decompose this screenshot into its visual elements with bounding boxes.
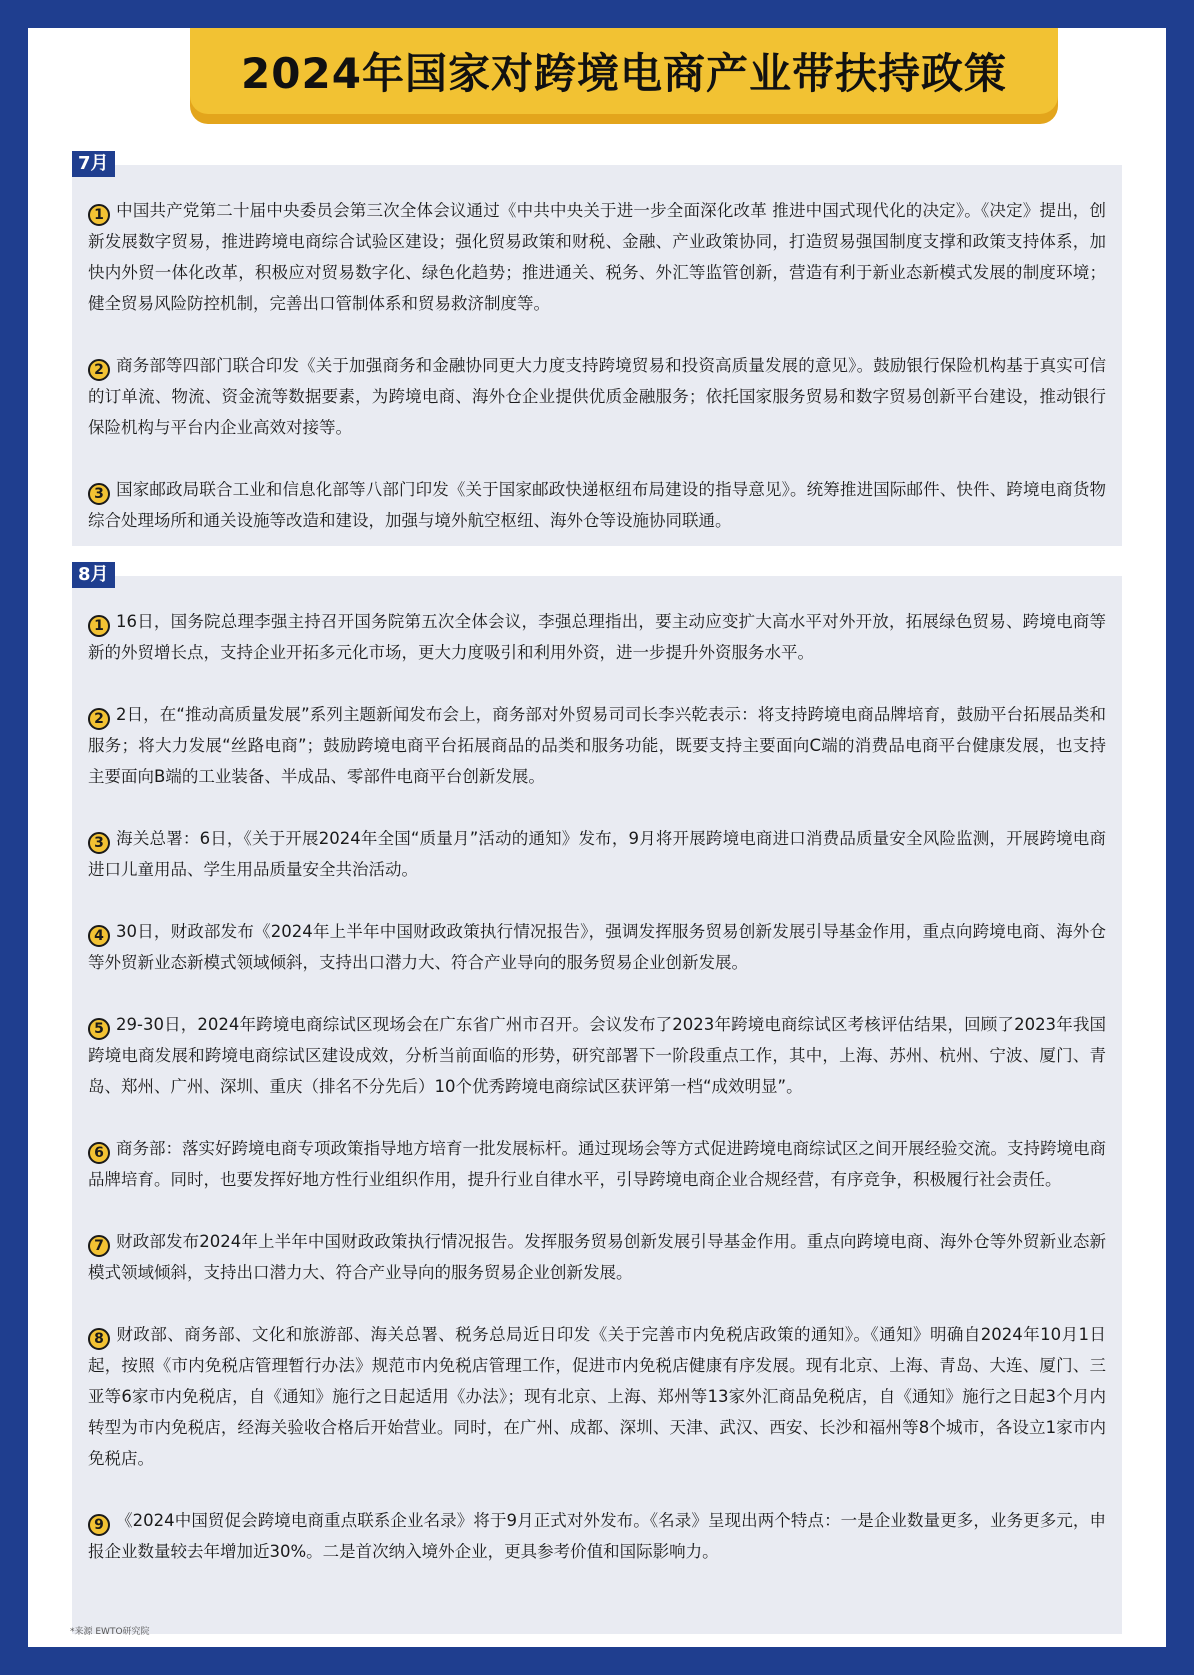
month-tag: 8月 [72, 562, 115, 588]
month-tag: 7月 [72, 151, 115, 177]
item-number-badge: 9 [88, 1514, 110, 1536]
list-item [88, 606, 1106, 668]
list-item [88, 195, 1106, 319]
item-number-badge: 1 [88, 204, 110, 226]
item-text: 《2024中国贸促会跨境电商重点联系企业名录》将于9月正式对外发布。《名录》呈现出两个特点：一是企业数量更多，业务更多元，申报企业数量较去年增加近30%。二是首次纳入境外企业，更具参考价值和国际影响力。 [88, 1511, 1106, 1561]
item-text: 中国共产党第二十届中央委员会第三次全体会议通过《中共中央关于进一步全面深化改革 推进中国式现代化的决定》。《决定》提出，创新发展数字贸易，推进跨境电商综合试验区建设；强化贸易政策和财税、金融、产业政策协同，打造贸易强国制度支撑和政策支持体系，加快内外贸一体化改革，积极应对贸易数字化、绿色化趋势；推进通关、税务、外汇等监管创新，营造有利于新业态新模式发展的制度环境；健全贸易风险防控机制，完善出口管制体系和贸易救济制度等。 [88, 201, 1106, 313]
title-banner [190, 28, 1058, 114]
item-text: 海关总署：6日，《关于开展2024年全国“质量月”活动的通知》发布，9月将开展跨境电商进口消费品质量安全风险监测，开展跨境电商进口儿童用品、学生用品质量安全共治活动。 [88, 829, 1106, 879]
item-text: 国家邮政局联合工业和信息化部等八部门印发《关于国家邮政快递枢纽布局建设的指导意见》。统筹推进国际邮件、快件、跨境电商货物综合处理场所和通关设施等改造和建设，加强与境外航空枢纽、海外仓等设施协同联通。 [88, 480, 1106, 530]
item-number-badge: 3 [88, 483, 110, 505]
item-text: 2日，在“推动高质量发展”系列主题新闻发布会上，商务部对外贸易司司长李兴乾表示：将支持跨境电商品牌培育，鼓励平台拓展品类和服务；将大力发展“丝路电商”；鼓励跨境电商平台拓展商品的品类和服务功能，既要支持主要面向C端的消费品电商平台健康发展，也支持主要面向B端的工业装备、半成品、零部件电商平台创新发展。 [88, 705, 1106, 786]
list-item [88, 1009, 1106, 1102]
item-number-badge: 8 [88, 1328, 110, 1350]
section-august [72, 564, 1122, 1634]
item-text: 16日，国务院总理李强主持召开国务院第五次全体会议，李强总理指出，要主动应变扩大高水平对外开放，拓展绿色贸易、跨境电商等新的外贸增长点，支持企业开拓多元化市场，更大力度吸引和利用外资，进一步提升外资服务水平。 [88, 612, 1106, 662]
list-item [88, 823, 1106, 885]
item-number-badge: 6 [88, 1142, 110, 1164]
item-text: 30日，财政部发布《2024年上半年中国财政政策执行情况报告》，强调发挥服务贸易创新发展引导基金作用，重点向跨境电商、海外仓等外贸新业态新模式领域倾斜，支持出口潜力大、符合产业导向的服务贸易企业创新发展。 [88, 922, 1106, 972]
item-number-badge: 3 [88, 832, 110, 854]
list-item [88, 916, 1106, 978]
item-number-badge: 7 [88, 1235, 110, 1257]
list-item [88, 1226, 1106, 1288]
page-title: 2024年国家对跨境电商产业带扶持政策 [241, 49, 1007, 98]
item-number-badge: 4 [88, 925, 110, 947]
section-july [72, 153, 1122, 546]
source-note: *来源 EWTO研究院 [70, 1627, 150, 1637]
item-number-badge: 5 [88, 1018, 110, 1040]
list-item [88, 699, 1106, 792]
list-item [88, 474, 1106, 536]
list-item [88, 1505, 1106, 1567]
item-text: 29-30日，2024年跨境电商综试区现场会在广东省广州市召开。会议发布了2023年跨境电商综试区考核评估结果，回顾了2023年我国跨境电商发展和跨境电商综试区建设成效，分析当前面临的形势，研究部署下一阶段重点工作，其中，上海、苏州、杭州、宁波、厦门、青岛、郑州、广州、深圳、重庆（排名不分先后）10个优秀跨境电商综试区获评第一档“成效明显”。 [88, 1015, 1106, 1096]
item-number-badge: 2 [88, 359, 110, 381]
list-item [88, 350, 1106, 443]
item-number-badge: 2 [88, 708, 110, 730]
item-text: 财政部发布2024年上半年中国财政政策执行情况报告。发挥服务贸易创新发展引导基金作用。重点向跨境电商、海外仓等外贸新业态新模式领域倾斜，支持出口潜力大、符合产业导向的服务贸易企业创新发展。 [88, 1232, 1106, 1282]
list-item [88, 1319, 1106, 1474]
list-item [88, 1133, 1106, 1195]
item-text: 商务部等四部门联合印发《关于加强商务和金融协同更大力度支持跨境贸易和投资高质量发展的意见》。鼓励银行保险机构基于真实可信的订单流、物流、资金流等数据要素，为跨境电商、海外仓企业提供优质金融服务；依托国家服务贸易和数字贸易创新平台建设，推动银行保险机构与平台内企业高效对接等。 [88, 356, 1106, 437]
item-text: 商务部：落实好跨境电商专项政策指导地方培育一批发展标杆。通过现场会等方式促进跨境电商综试区之间开展经验交流。支持跨境电商品牌培育。同时，也要发挥好地方性行业组织作用，提升行业自律水平，引导跨境电商企业合规经营，有序竞争，积极履行社会责任。 [88, 1139, 1106, 1189]
item-text: 财政部、商务部、文化和旅游部、海关总署、税务总局近日印发《关于完善市内免税店政策的通知》。《通知》明确自2024年10月1日起，按照《市内免税店管理暂行办法》规范市内免税店管理工作，促进市内免税店健康有序发展。现有北京、上海、青岛、大连、厦门、三亚等6家市内免税店，自《通知》施行之日起适用《办法》；现有北京、上海、郑州等13家外汇商品免税店，自《通知》施行之日起3个月内转型为市内免税店，经海关验收合格后开始营业。同时，在广州、成都、深圳、天津、武汉、西安、长沙和福州等8个城市，各设立1家市内免税店。 [88, 1325, 1106, 1468]
item-number-badge: 1 [88, 615, 110, 637]
page-card [28, 28, 1166, 1647]
